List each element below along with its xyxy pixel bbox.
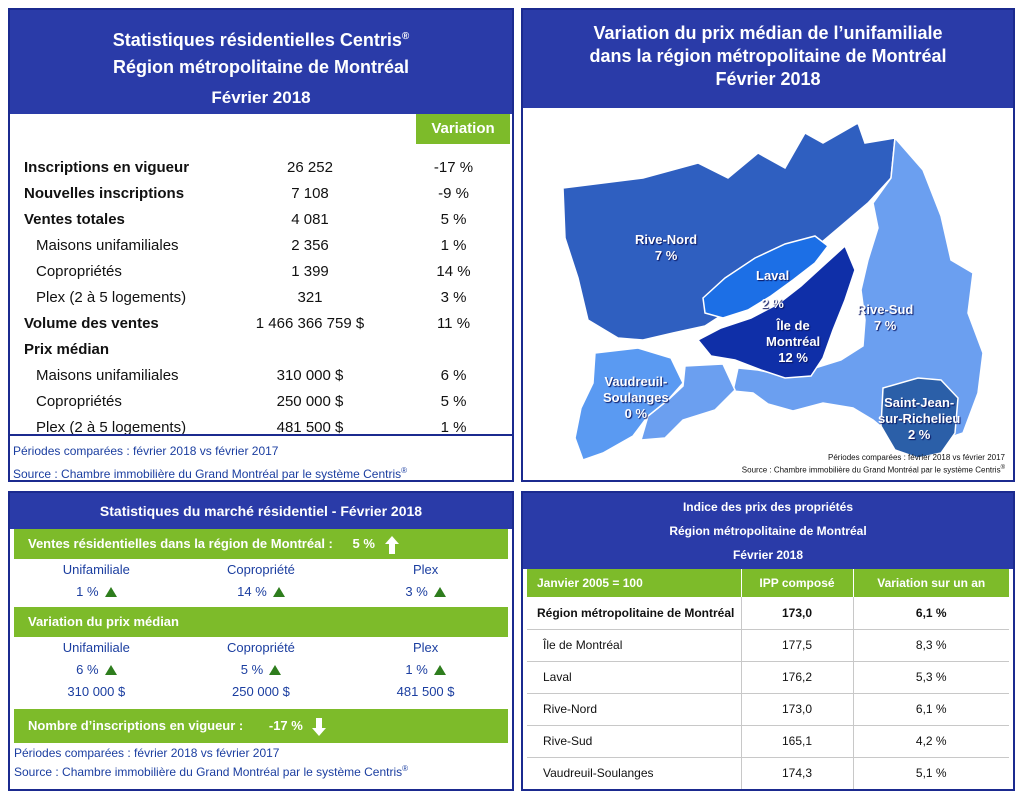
row-value: 481 500 $ [276, 418, 344, 436]
market-panel [8, 491, 514, 791]
price-variation [14, 659, 179, 681]
stats-header [10, 10, 512, 114]
variation-header-row [10, 114, 512, 144]
region-name: Région métropolitaine de Montréal [527, 597, 741, 629]
sales-variation-value: 14 % [237, 584, 267, 599]
table-row [10, 310, 512, 336]
row-variation: 5 % [440, 210, 467, 228]
market-footer [10, 745, 512, 780]
stats-table [10, 154, 512, 440]
map-label-rive-nord [635, 232, 697, 264]
row-label: Plex (2 à 5 logements) [36, 288, 187, 306]
region-variation: 8,3 % [853, 629, 1009, 661]
map-footer [742, 453, 1005, 476]
table-row [10, 258, 512, 284]
map-label-saint-jean [878, 395, 960, 443]
row-label: Nouvelles inscriptions [24, 184, 185, 202]
stats-footer-source-text: Source : Chambre immobilière du Grand Montréal par le système Centris [13, 467, 402, 481]
table-row [10, 154, 512, 180]
row-label: Prix médian [24, 340, 110, 358]
map-label-laval-value: 2 % [761, 296, 784, 311]
map-label-laval-name: Laval [756, 268, 790, 283]
table-row [527, 661, 1009, 693]
region-name: Laval [527, 661, 741, 693]
price-variation-value: 5 % [240, 662, 264, 677]
map-footer-sup: ® [1000, 465, 1005, 472]
row-value: 250 000 $ [276, 392, 344, 410]
market-footer-source [14, 761, 512, 780]
sales-variation-value: 3 % [405, 584, 428, 599]
map-label-rive-nord-value: 7 % [654, 248, 678, 263]
sales-grid [14, 559, 508, 603]
col-header-base: Janvier 2005 = 100 [527, 569, 741, 597]
map-label-ile-name1: Île de [776, 318, 810, 333]
variation-header: Variation [416, 114, 510, 144]
index-title-line1: Indice des prix des propriétés [682, 500, 854, 514]
sales-variation [14, 581, 179, 603]
row-label: Volume des ventes [24, 314, 159, 332]
map-label-rive-sud-name: Rive-Sud [857, 302, 914, 317]
row-value: 1 466 366 759 $ [255, 314, 365, 332]
region-name: Île de Montréal [527, 629, 741, 661]
row-variation: 1 % [440, 236, 467, 254]
row-label: Copropriétés [36, 392, 122, 410]
map-label-ile [766, 318, 820, 366]
region-name: Vaudreuil-Soulanges [527, 757, 741, 789]
index-panel [521, 491, 1015, 791]
sales-bar-label: Ventes résidentielles dans la région de Montréal : [28, 536, 333, 551]
arrow-up-icon [434, 587, 446, 597]
arrow-up-icon [105, 665, 117, 675]
region-ipp: 176,2 [741, 661, 853, 693]
arrow-up-icon [385, 536, 399, 554]
region-name: Rive-Sud [527, 725, 741, 757]
row-variation: -17 % [433, 158, 474, 176]
table-row [10, 362, 512, 388]
stats-footer-period: Périodes comparées : février 2018 vs février 2017 [13, 444, 279, 458]
map-label-rive-nord-name: Rive-Nord [635, 232, 698, 247]
map-label-vaudreuil-name1: Vaudreuil- [604, 374, 668, 389]
market-footer-sup: ® [402, 764, 409, 773]
region-ipp: 173,0 [741, 693, 853, 725]
map-title-line3: Février 2018 [715, 69, 821, 89]
type-label: Copropriété [226, 640, 295, 655]
sales-col-unifamiliale [14, 559, 179, 603]
region-ipp: 174,3 [741, 757, 853, 789]
col-header-ipp: IPP composé [741, 569, 853, 597]
sales-variation [343, 581, 508, 603]
stats-title-text: Statistiques résidentielles Centris [112, 30, 402, 50]
stats-title [10, 10, 512, 51]
row-variation [395, 336, 512, 362]
map-label-rive-sud [857, 302, 913, 334]
price-col-copropriete [179, 637, 344, 703]
map-footer-source [742, 463, 1005, 476]
row-label: Copropriétés [36, 262, 122, 280]
table-row [10, 180, 512, 206]
region-name: Rive-Nord [527, 693, 741, 725]
table-row [527, 693, 1009, 725]
market-title: Statistiques du marché résidentiel - Février 2018 [10, 493, 512, 529]
stats-footer-source [13, 461, 512, 482]
market-footer-source-text: Source : Chambre immobilière du Grand Montréal par le système Centris [14, 765, 403, 779]
sales-col-plex [343, 559, 508, 603]
map-header [523, 10, 1013, 108]
table-row [10, 388, 512, 414]
map-title-line2: dans la région métropolitaine de Montréal [589, 46, 947, 66]
stats-footer [10, 434, 512, 482]
map-panel [521, 8, 1015, 482]
arrow-up-icon [105, 587, 117, 597]
stats-period: Février 2018 [211, 88, 311, 107]
map-label-saint-jean-name2: sur-Richelieu [878, 411, 961, 426]
map-label-vaudreuil [603, 374, 669, 422]
row-value: 26 252 [287, 158, 333, 176]
region-ipp: 177,5 [741, 629, 853, 661]
table-row [10, 336, 512, 362]
region-ipp: 173,0 [741, 597, 853, 629]
arrow-down-icon [312, 718, 326, 736]
index-title-line2: Région métropolitaine de Montréal [669, 524, 867, 538]
price-variation-value: 1 % [405, 662, 428, 677]
row-value: 2 356 [291, 236, 329, 254]
region-variation: 5,3 % [853, 661, 1009, 693]
row-label: Ventes totales [24, 210, 125, 228]
stats-footer-sup: ® [401, 466, 408, 475]
price-col-unifamiliale [14, 637, 179, 703]
region-ipp: 165,1 [741, 725, 853, 757]
stats-title-sup: ® [401, 31, 410, 42]
row-label: Maisons unifamiliales [36, 366, 179, 384]
type-label: Plex [412, 640, 439, 655]
type-label: Unifamiliale [62, 640, 130, 655]
map-footer-source-text: Source : Chambre immobilière du Grand Montréal par le système Centris [741, 466, 1001, 475]
table-row [527, 597, 1009, 629]
map-label-saint-jean-name1: Saint-Jean- [884, 395, 955, 410]
type-label: Plex [412, 562, 439, 577]
col-header-variation: Variation sur un an [853, 569, 1009, 597]
price-variation-value: 6 % [76, 662, 99, 677]
table-row [527, 757, 1009, 789]
arrow-up-icon [434, 665, 446, 675]
table-row [10, 206, 512, 232]
table-row [527, 725, 1009, 757]
map-footer-period: Périodes comparées : février 2018 vs février 2017 [828, 453, 1005, 463]
map-label-vaudreuil-name2: Soulanges [603, 390, 669, 405]
market-footer-period: Périodes comparées : février 2018 vs février 2017 [14, 746, 280, 760]
map-label-saint-jean-value: 2 % [907, 427, 931, 442]
map-label-laval [756, 268, 789, 312]
listings-bar [14, 709, 508, 743]
row-variation: 14 % [436, 262, 471, 280]
row-value [225, 336, 395, 362]
price-variation [343, 659, 508, 681]
region-variation: 4,2 % [853, 725, 1009, 757]
price-col-plex [343, 637, 508, 703]
listings-bar-value: -17 % [268, 718, 303, 733]
row-label: Maisons unifamiliales [36, 236, 179, 254]
map-label-vaudreuil-value: 0 % [624, 406, 648, 421]
sales-variation-value: 1 % [76, 584, 99, 599]
index-table [527, 569, 1009, 790]
stats-panel [8, 8, 514, 482]
price-grid [14, 637, 508, 703]
price-bar: Variation du prix médian [14, 607, 508, 637]
row-variation: -9 % [438, 184, 469, 202]
type-label: Unifamiliale [62, 562, 130, 577]
arrow-up-icon [273, 587, 285, 597]
index-title-line3: Février 2018 [732, 548, 804, 562]
row-value: 310 000 $ [276, 366, 344, 384]
region-variation: 5,1 % [853, 757, 1009, 789]
map-label-ile-value: 12 % [778, 350, 808, 365]
row-variation: 3 % [440, 288, 467, 306]
arrow-up-icon [269, 665, 281, 675]
row-value: 7 108 [291, 184, 329, 202]
map-label-rive-sud-value: 7 % [873, 318, 897, 333]
index-header-row [527, 569, 1009, 597]
price-value: 310 000 $ [67, 684, 126, 699]
region-variation: 6,1 % [853, 597, 1009, 629]
sales-bar [14, 529, 508, 559]
row-variation: 1 % [440, 418, 467, 436]
row-variation: 5 % [440, 392, 467, 410]
type-label: Copropriété [226, 562, 295, 577]
map-title-line1: Variation du prix médian de l’unifamiliale [593, 23, 943, 43]
row-label: Inscriptions en vigueur [24, 158, 190, 176]
index-header [523, 493, 1013, 569]
price-value: 481 500 $ [396, 684, 455, 699]
row-value: 4 081 [291, 210, 329, 228]
table-row [10, 284, 512, 310]
table-row [10, 232, 512, 258]
row-value: 321 [297, 288, 323, 306]
row-label: Plex (2 à 5 logements) [36, 418, 187, 436]
row-value: 1 399 [291, 262, 329, 280]
price-variation [179, 659, 344, 681]
sales-variation [179, 581, 344, 603]
stats-region: Région métropolitaine de Montréal [112, 57, 410, 77]
region-variation: 6,1 % [853, 693, 1009, 725]
table-row [527, 629, 1009, 661]
sales-col-copropriete [179, 559, 344, 603]
listings-bar-label: Nombre d’inscriptions en vigueur : [28, 718, 244, 733]
row-variation: 6 % [440, 366, 467, 384]
price-value: 250 000 $ [232, 684, 290, 699]
map-label-ile-name2: Montréal [766, 334, 821, 349]
row-variation: 11 % [436, 314, 471, 332]
sales-bar-value: 5 % [352, 536, 375, 551]
